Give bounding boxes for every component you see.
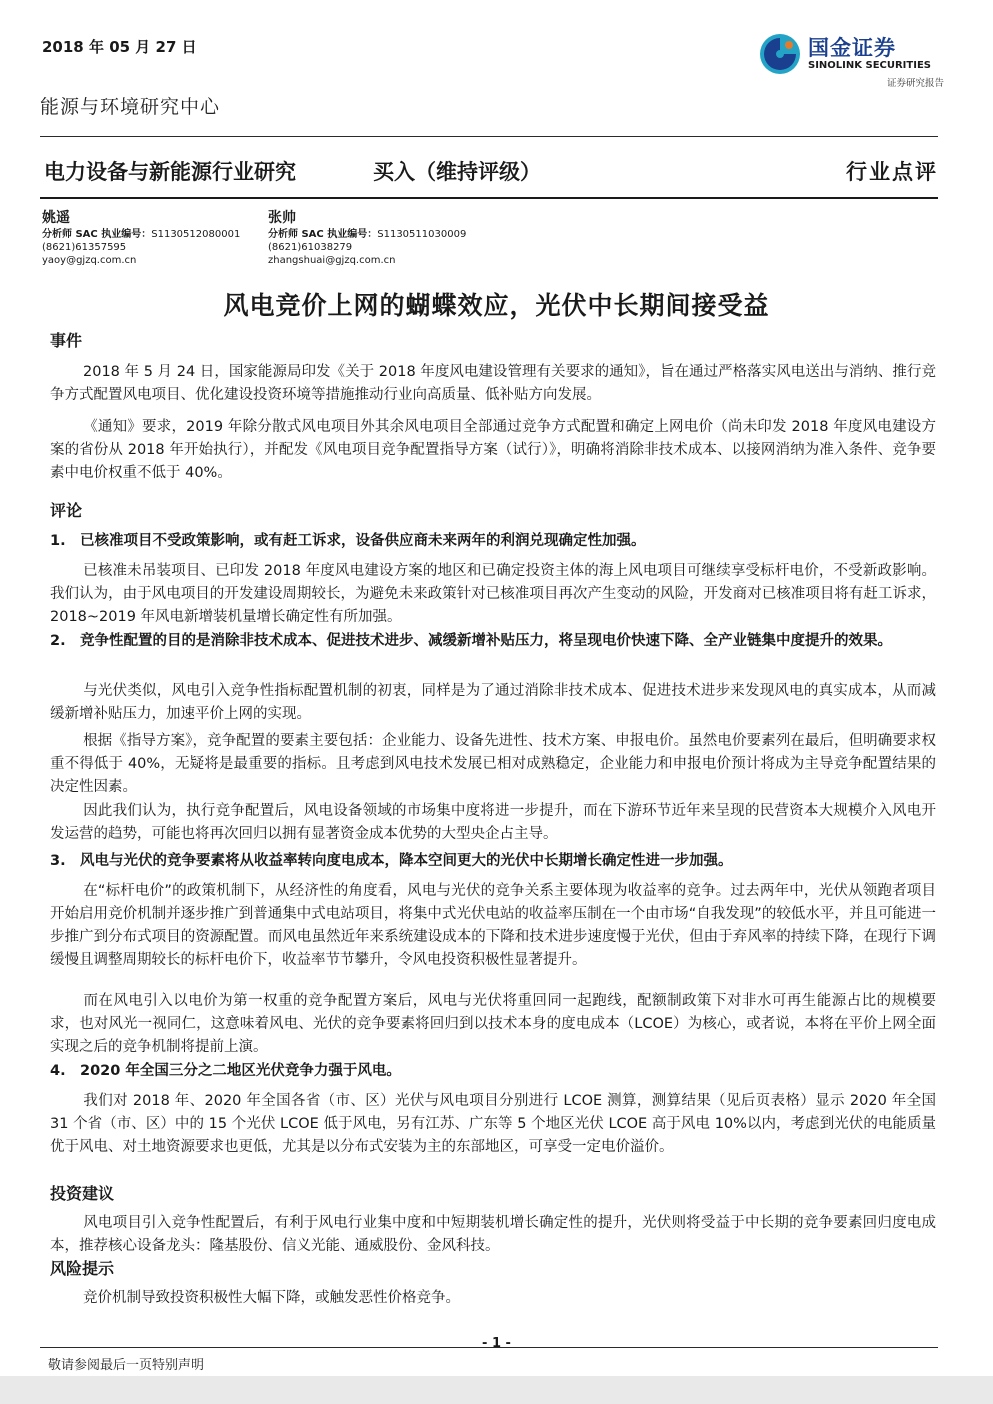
paragraph: 风电项目引入竞争性配置后，有利于风电行业集中度和中短期装机增长确定性的提升，光伏则将受益于中长期的竞争要素回归度电成本，推荐核心设备龙头：隆基股份、信义光能、通威股份、金风科技。: [50, 1215, 936, 1254]
logo-cn-text: 国金证券: [808, 36, 896, 60]
paragraph: 已核准未吊装项目、已印发 2018 年度风电建设方案的地区和已确定投资主体的海上风电项目可继续享受标杆电价，不受新政影响。我们认为，由于风电项目的开发建设周期较长，为避免未来政策针对已核准项目再次产生变动的风险，开发商对已核准项目将有赶工诉求，2018~2019 年风电新增装机量增长确定性有所加强。: [50, 563, 936, 625]
paragraph: 与光伏类似，风电引入竞争性指标配置机制的初衷，同样是为了通过消除非技术成本、促进技术进步来发现风电的真实成本，从而减缓新增补贴压力，加速平价上网的实现。: [50, 683, 936, 722]
section-heading-advice: 投资建议: [50, 1184, 115, 1203]
research-center: 能源与环境研究中心: [40, 96, 221, 118]
analyst-cert-label: 分析师 SAC 执业编号：: [42, 229, 152, 240]
logo-en-text: SINOLINK SECURITIES: [808, 60, 931, 71]
analyst-cert-label: 分析师 SAC 执业编号：: [268, 229, 378, 240]
paragraph: 而在风电引入以电价为第一权重的竞争配置方案后，风电与光伏将重回同一起跑线，配额制政策下对非水可再生能源占比的规模要求，也对风光一视同仁，这意味着风电、光伏的竞争要素将回归到以技术本身的度电成本（LCOE）为核心，或者说，本将在平价上网全面实现之后的竞争机制将提前上演。: [50, 993, 936, 1055]
header-divider: [40, 136, 938, 137]
industry-name: 电力设备与新能源行业研究: [44, 160, 296, 184]
analyst-phone: (8621)61038279: [268, 242, 353, 253]
analyst-email[interactable]: zhangshuai@gjzq.com.cn: [268, 255, 396, 266]
comment-heading: 4. 2020 年全国三分之二地区光伏竞争力强于风电。: [50, 1063, 401, 1079]
analyst-card: [42, 208, 240, 267]
paragraph: 在“标杆电价”的政策机制下，从经济性的角度看，风电与光伏的竞争关系主要体现为收益率的竞争。过去两年中，光伏从领跑者项目开始启用竞价机制并逐步推广到普通集中式电站项目，将集中式光伏电站的收益率压制在一个由市场“自我发现”的较低水平，并且可能进一步推广到分布式项目的资源配置。而风电虽然近年来系统建设成本的下降和技术进步速度慢于光伏，但由于弃风率的持续下降，在现行下调缓慢且调整周期较长的标杆电价下，收益率节节攀升，令风电投资积极性显著提升。: [50, 883, 936, 968]
footer-divider: [40, 1347, 938, 1348]
section-heading-risk: 风险提示: [50, 1259, 115, 1278]
comment-heading: 1. 已核准项目不受政策影响，或有赶工诉求，设备供应商未来两年的利润兑现确定性加强。: [50, 533, 646, 549]
analyst-phone: (8621)61357595: [42, 242, 127, 253]
footer-disclaimer: 敬请参阅最后一页特别声明: [48, 1358, 205, 1373]
analyst-cert: S1130511030009: [377, 229, 467, 240]
paragraph: 2018 年 5 月 24 日，国家能源局印发《关于 2018 年度风电建设管理有关要求的通知》，旨在通过严格落实风电送出与消纳、推行竞争方式配置风电项目、优化建设投资环境等措施推动行业向高质量、低补贴方向发展。: [50, 364, 936, 403]
paragraph: 《通知》要求，2019 年除分散式风电项目外其余风电项目全部通过竞争方式配置和确定上网电价（尚未印发 2018 年度风电建设方案的省份从 2018 年开始执行），并配发《风电项目竞争配置指导方案（试行）》，明确将消除非技术成本、以接网消纳为准入条件、竞争要素中电价权重不低于 40%。: [50, 419, 936, 481]
comment-heading: 3. 风电与光伏的竞争要素将从收益率转向度电成本，降本空间更大的光伏中长期增长确定性进一步加强。: [50, 853, 733, 869]
analyst-email[interactable]: yaoy@gjzq.com.cn: [42, 255, 137, 266]
report-title: 风电竞价上网的蝴蝶效应，光伏中长期间接受益: [223, 291, 770, 320]
paragraph: 我们对 2018 年、2020 年全国各省（市、区）光伏与风电项目分别进行 LCOE 测算，测算结果（见后页表格）显示 2020 年全国 31 个省（市、区）中的 15 个光伏 LCOE 低于风电，另有江苏、广东等 5 个地区光伏 LCOE 高于风电 10%以内，考虑到光伏的电能质量优于风电、对土地资源要求也更低，尤其是以分布式安装为主的东部地区，可享受一定电价溢价。: [50, 1093, 936, 1155]
page-number: - 1 -: [482, 1336, 511, 1351]
report-type: 行业点评: [846, 159, 938, 184]
sinolink-logo-icon: [758, 32, 802, 76]
title-divider: [40, 197, 938, 199]
section-heading-event: 事件: [50, 331, 83, 350]
analyst-cert: S1130512080001: [151, 229, 241, 240]
rating: 买入（维持评级）: [373, 160, 541, 184]
analyst-name: 张帅: [268, 210, 296, 226]
logo-subtitle: 证券研究报告: [886, 78, 944, 89]
analyst-card: [268, 208, 466, 267]
page-bottom-band: [0, 1376, 993, 1404]
section-heading-comment: 评论: [50, 501, 83, 520]
paragraph: 竞价机制导致投资积极性大幅下降，或触发恶性价格竞争。: [83, 1290, 460, 1306]
analyst-name: 姚遥: [42, 210, 70, 226]
comment-heading: 2. 竞争性配置的目的是消除非技术成本、促进技术进步、减缓新增补贴压力，将呈现电价快速下降、全产业链集中度提升的效果。: [50, 633, 892, 649]
report-date: 2018 年 05 月 27 日: [42, 38, 197, 56]
paragraph: 根据《指导方案》，竞争配置的要素主要包括：企业能力、设备先进性、技术方案、申报电价。虽然电价要素列在最后，但明确要求权重不得低于 40%，无疑将是最重要的指标。且考虑到风电技术发展已相对成熟稳定，企业能力和申报电价预计将成为主导竞争配置结果的决定性因素。: [50, 733, 936, 795]
paragraph: 因此我们认为，执行竞争配置后，风电设备领域的市场集中度将进一步提升，而在下游环节近年来呈现的民营资本大规模介入风电开发运营的趋势，可能也将再次回归以拥有显著资金成本优势的大型央企占主导。: [50, 803, 936, 842]
company-logo: [756, 30, 946, 92]
